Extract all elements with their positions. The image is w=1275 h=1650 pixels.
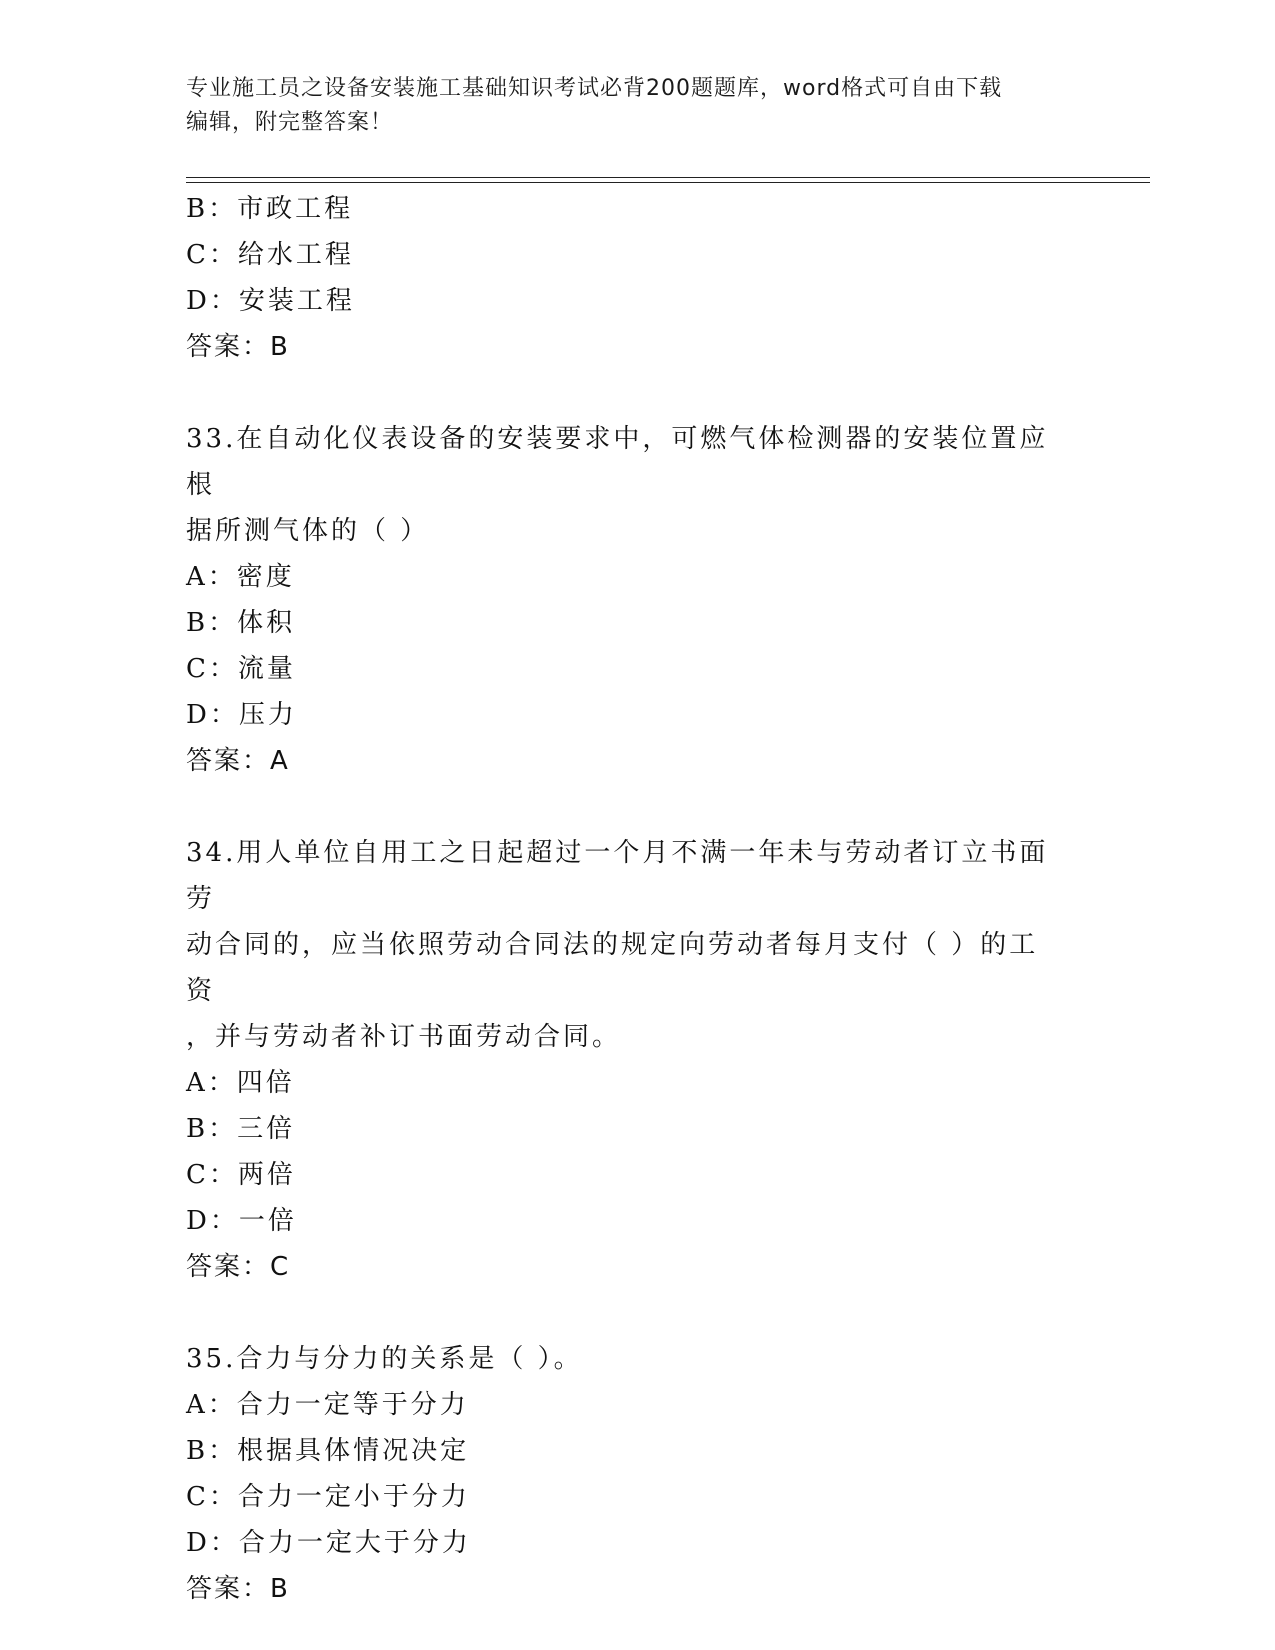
option-b: B：三倍 — [186, 1114, 296, 1144]
answer: 答案：B — [186, 332, 290, 362]
option-a: A：合力一定等于分力 — [186, 1390, 469, 1420]
spacer — [186, 370, 1086, 416]
question-32 — [186, 186, 1086, 370]
question-stem-line-1: 33.在自动化仪表设备的安装要求中，可燃气体检测器的安装位置应根 — [186, 424, 1049, 500]
option-d: D：一倍 — [186, 1206, 297, 1236]
option-c: C：流量 — [186, 654, 296, 684]
option-c: C：两倍 — [186, 1160, 296, 1190]
option-b: B：市政工程 — [186, 194, 354, 224]
spacer — [186, 784, 1086, 830]
option-b: B：根据具体情况决定 — [186, 1436, 470, 1466]
question-stem-line-2: 据所测气体的（ ） — [186, 516, 430, 546]
answer: 答案：A — [186, 746, 290, 776]
answer: 答案：C — [186, 1252, 291, 1282]
option-b: B：体积 — [186, 608, 296, 638]
header-divider-bottom — [186, 182, 1150, 183]
option-d: D：安装工程 — [186, 286, 355, 316]
question-33 — [186, 416, 1086, 784]
answer: 答案：B — [186, 1574, 290, 1604]
option-c: C：合力一定小于分力 — [186, 1482, 470, 1512]
question-stem-line-2: 动合同的，应当依照劳动合同法的规定向劳动者每月支付（ ）的工资 — [186, 930, 1039, 1006]
question-stem-line-1: 34.用人单位自用工之日起超过一个月不满一年未与劳动者订立书面劳 — [186, 838, 1049, 914]
document-header — [186, 72, 1066, 140]
option-d: D：压力 — [186, 700, 297, 730]
question-stem — [186, 1336, 1066, 1382]
header-line-2: 编辑，附完整答案！ — [186, 110, 394, 135]
option-c: C：给水工程 — [186, 240, 354, 270]
header-line-1: 专业施工员之设备安装施工基础知识考试必背200题题库，word格式可自由下载 — [186, 76, 1003, 101]
question-stem-line-1: 35.合力与分力的关系是（ ）。 — [186, 1344, 583, 1374]
question-stem — [186, 830, 1066, 1060]
question-35 — [186, 1336, 1086, 1612]
question-stem — [186, 416, 1066, 554]
question-stem-line-3: ，并与劳动者补订书面劳动合同。 — [186, 1022, 622, 1052]
spacer — [186, 1290, 1086, 1336]
option-a: A：密度 — [186, 562, 295, 592]
option-d: D：合力一定大于分力 — [186, 1528, 471, 1558]
header-divider-top — [186, 177, 1150, 178]
question-list — [186, 186, 1086, 1612]
option-a: A：四倍 — [186, 1068, 295, 1098]
question-34 — [186, 830, 1086, 1290]
